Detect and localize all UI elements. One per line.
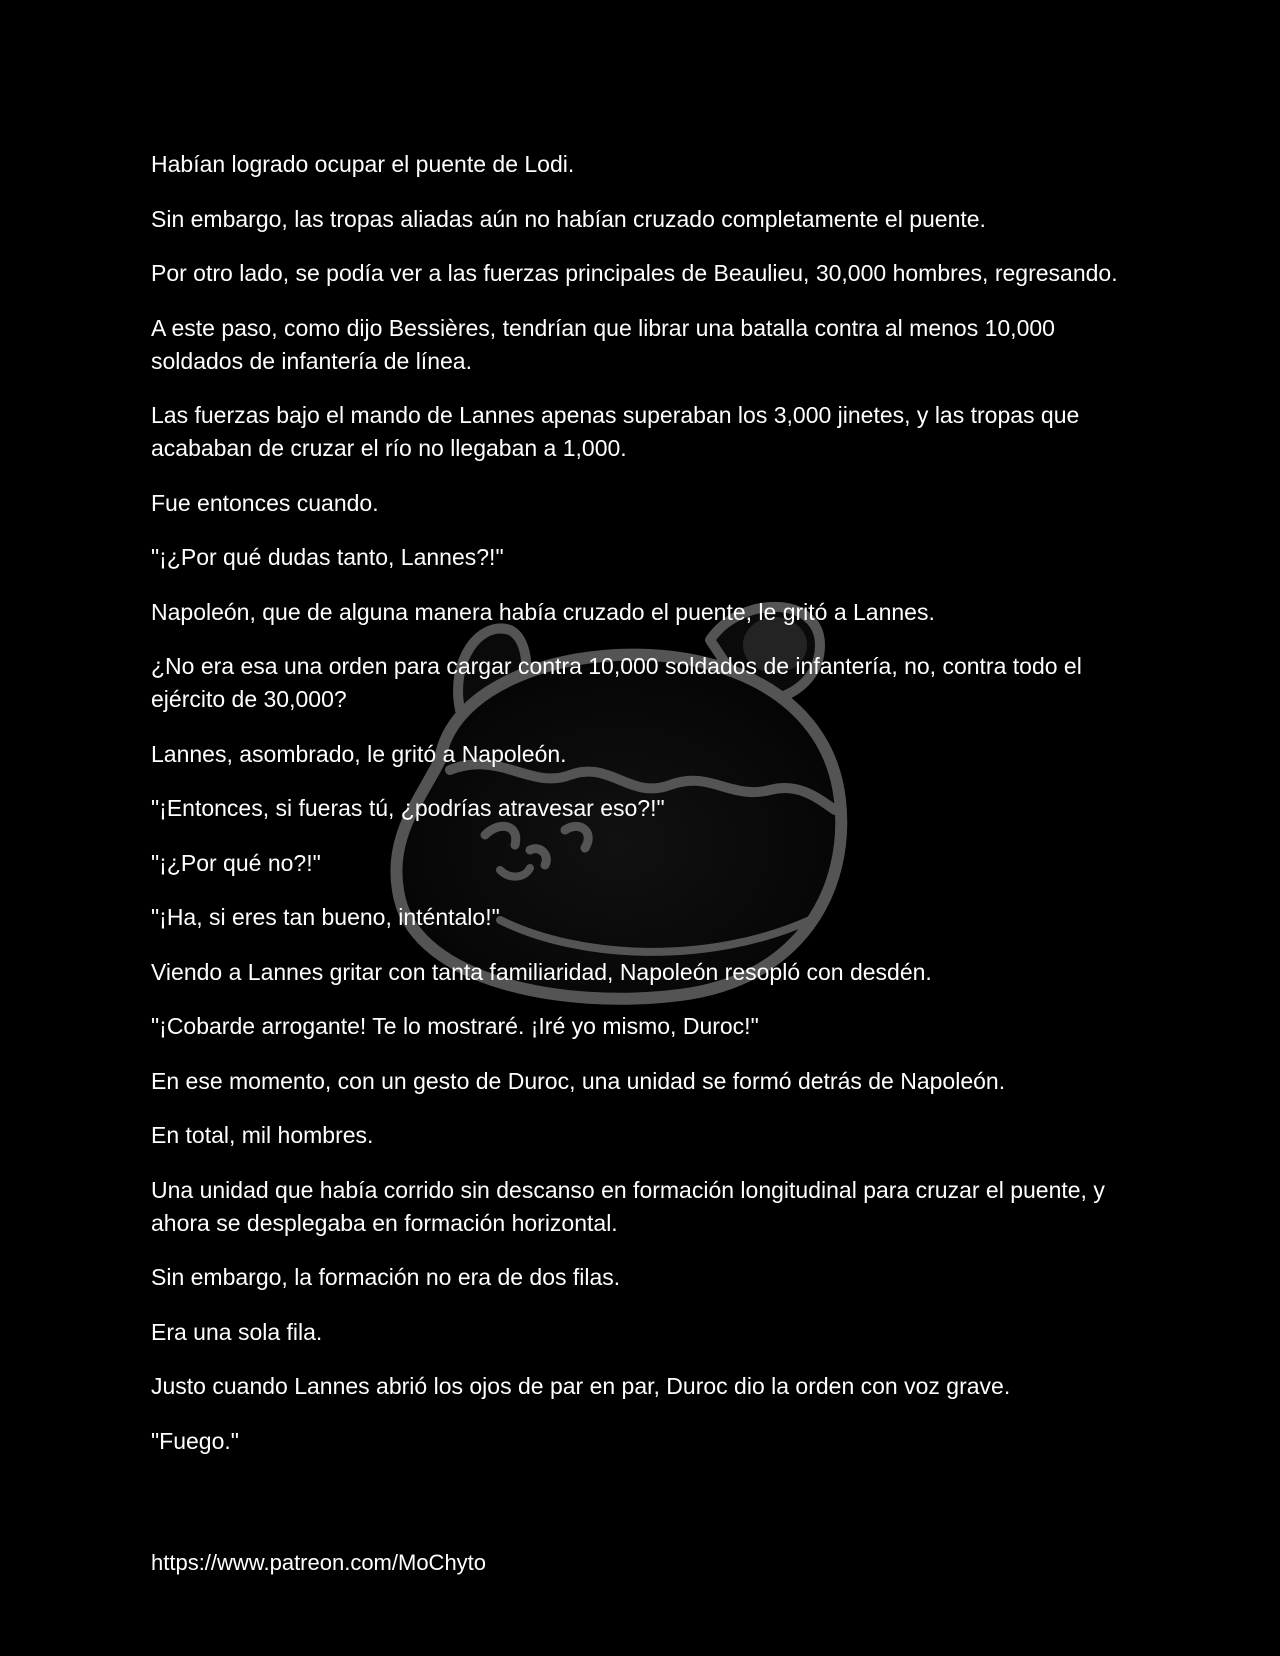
paragraph: Viendo a Lannes gritar con tanta familiaridad, Napoleón resopló con desdén.: [151, 958, 932, 985]
paragraph: "Fuego.": [151, 1427, 239, 1454]
paragraph: Las fuerzas bajo el mando de Lannes apenas superaban los 3,000 jinetes, y las tropas que acababan de cruzar el río no llegaban a 1,000.: [151, 402, 1080, 461]
chapter-text: [151, 148, 1131, 1479]
paragraph: "¡¿Por qué dudas tanto, Lannes?!": [151, 544, 504, 570]
paragraph: Napoleón, que de alguna manera había cruzado el puente, le gritó a Lannes.: [151, 598, 935, 625]
paragraph: A este paso, como dijo Bessières, tendrían que librar una batalla contra al menos 10,000 soldados de infantería de línea.: [151, 314, 1055, 374]
paragraph: En ese momento, con un gesto de Duroc, una unidad se formó detrás de Napoleón.: [151, 1067, 1006, 1094]
paragraph: Lannes, asombrado, le gritó a Napoleón.: [151, 740, 567, 767]
paragraph: Sin embargo, las tropas aliadas aún no habían cruzado completamente el puente.: [151, 205, 986, 232]
paragraph: "¡Ha, si eres tan bueno, inténtalo!": [151, 904, 500, 930]
paragraph: Una unidad que había corrido sin descanso en formación longitudinal para cruzar el puente, y ahora se desplegaba en formación horizontal.: [151, 1176, 1105, 1236]
paragraph: Era una sola fila.: [151, 1318, 323, 1345]
paragraph: Fue entonces cuando.: [151, 489, 379, 516]
patreon-link[interactable]: https://www.patreon.com/MoChyto: [151, 1550, 487, 1575]
paragraph: "¡Cobarde arrogante! Te lo mostraré. ¡Iré yo mismo, Duroc!": [151, 1013, 759, 1039]
paragraph: "¡Entonces, si fueras tú, ¿podrías atravesar eso?!": [151, 795, 665, 821]
paragraph: Por otro lado, se podía ver a las fuerzas principales de Beaulieu, 30,000 hombres, regresando.: [151, 260, 1118, 286]
paragraph: En total, mil hombres.: [151, 1122, 374, 1148]
paragraph: "¡¿Por qué no?!": [151, 849, 321, 876]
paragraph: Sin embargo, la formación no era de dos filas.: [151, 1264, 621, 1290]
paragraph: Habían logrado ocupar el puente de Lodi.: [151, 151, 575, 177]
paragraph: ¿No era esa una orden para cargar contra 10,000 soldados de infantería, no, contra todo el ejército de 30,000?: [151, 653, 1082, 712]
paragraph: Justo cuando Lannes abrió los ojos de par en par, Duroc dio la orden con voz grave.: [151, 1373, 1011, 1399]
